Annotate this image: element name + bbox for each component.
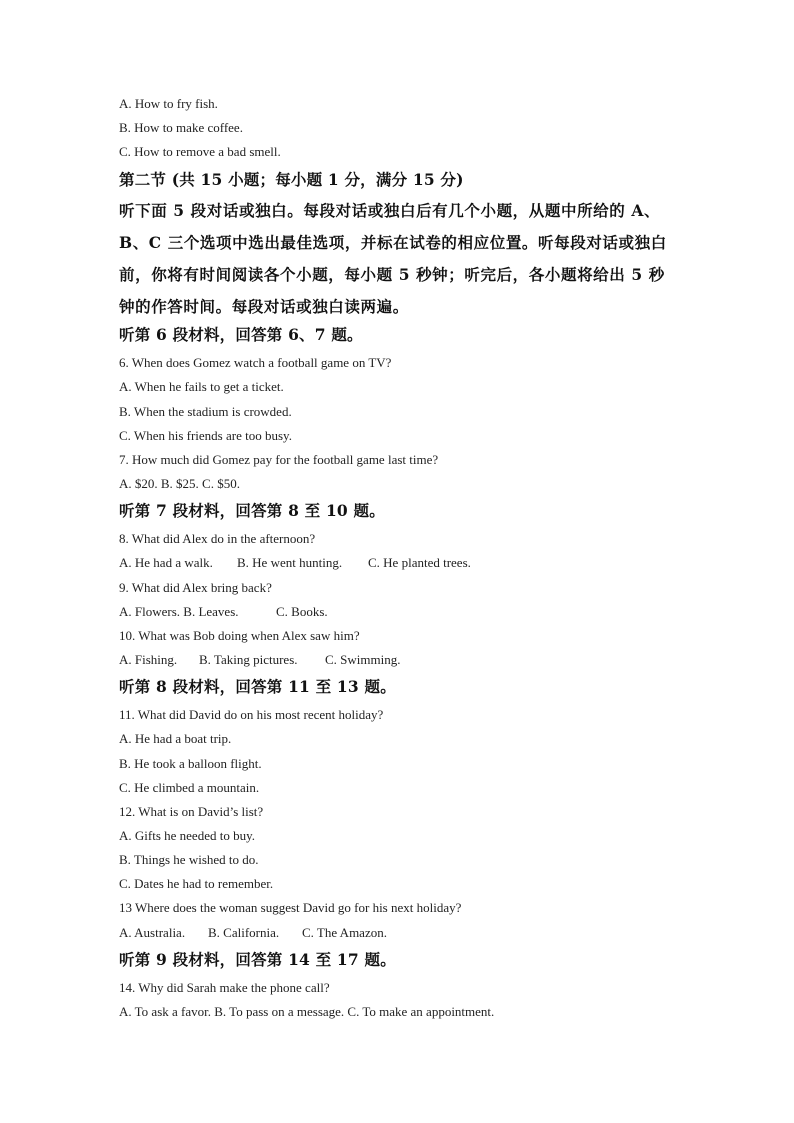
q9-option-ab: A. Flowers. B. Leaves. [119, 604, 239, 619]
part7-heading: 听第 7 段材料，回答第 8 至 10 题。 [119, 501, 385, 520]
q12-option-b: B. Things he wished to do. [119, 852, 259, 867]
part9-heading: 听第 9 段材料，回答第 14 至 17 题。 [119, 950, 396, 969]
q9-option-c: C. Books. [276, 604, 328, 619]
q10-option-b: B. Taking pictures. [199, 652, 298, 667]
q10-options [119, 652, 401, 668]
q8-options [119, 555, 471, 571]
part8-heading: 听第 8 段材料，回答第 11 至 13 题。 [119, 677, 396, 696]
question-10: 10. What was Bob doing when Alex saw him? [119, 628, 360, 643]
q6-option-c: C. When his friends are too busy. [119, 428, 292, 443]
q10-option-c: C. Swimming. [325, 652, 401, 667]
q13-option-b: B. California. [208, 925, 280, 940]
section-title: 第二节 (共 15 小题；每小题 1 分，满分 15 分) [119, 170, 464, 189]
q7-options: A. $20. B. $25. C. $50. [119, 476, 240, 491]
question-14: 14. Why did Sarah make the phone call? [119, 980, 330, 995]
q12-option-c: C. Dates he had to remember. [119, 876, 274, 891]
q8-option-b: B. He went hunting. [237, 555, 343, 570]
q5-option-a: A. How to fry fish. [119, 96, 218, 111]
question-13: 13 Where does the woman suggest David go for his next holiday? [119, 900, 462, 915]
q11-option-a: A. He had a boat trip. [119, 731, 232, 746]
part6-heading: 听第 6 段材料，回答第 6、7 题。 [119, 325, 363, 344]
q12-option-a: A. Gifts he needed to buy. [119, 828, 255, 843]
q13-option-a: A. Australia. [119, 925, 186, 940]
q5-option-c: C. How to remove a bad smell. [119, 144, 281, 159]
q13-option-c: C. The Amazon. [302, 925, 387, 940]
q9-options [119, 604, 328, 620]
question-11: 11. What did David do on his most recent holiday? [119, 707, 384, 722]
question-12: 12. What is on David’s list? [119, 804, 264, 819]
question-8: 8. What did Alex do in the afternoon? [119, 531, 316, 546]
q14-options: A. To ask a favor. B. To pass on a message. C. To make an appointment. [119, 1004, 495, 1019]
q8-option-c: C. He planted trees. [368, 555, 471, 570]
section-instructions: 听下面 5 段对话或独白。每段对话或独白后有几个小题，从题中所给的 A、B、C 三个选项中选出最佳选项，并标在试卷的相应位置。听每段对话或独白前，你将有时间阅读各个小题，每小题 5 秒钟；听完后，各小题将给出 5 秒钟的作答时间。每段对话或独白读两遍。 [119, 201, 667, 316]
question-9: 9. What did Alex bring back? [119, 580, 272, 595]
question-6: 6. When does Gomez watch a football game on TV? [119, 355, 392, 370]
q11-option-b: B. He took a balloon flight. [119, 756, 262, 771]
q13-options [119, 925, 387, 941]
q5-option-b: B. How to make coffee. [119, 120, 243, 135]
question-7: 7. How much did Gomez pay for the football game last time? [119, 452, 439, 467]
q11-option-c: C. He climbed a mountain. [119, 780, 260, 795]
q10-option-a: A. Fishing. [119, 652, 178, 667]
q6-option-b: B. When the stadium is crowded. [119, 404, 292, 419]
q6-option-a: A. When he fails to get a ticket. [119, 379, 284, 394]
q8-option-a: A. He had a walk. [119, 555, 213, 570]
